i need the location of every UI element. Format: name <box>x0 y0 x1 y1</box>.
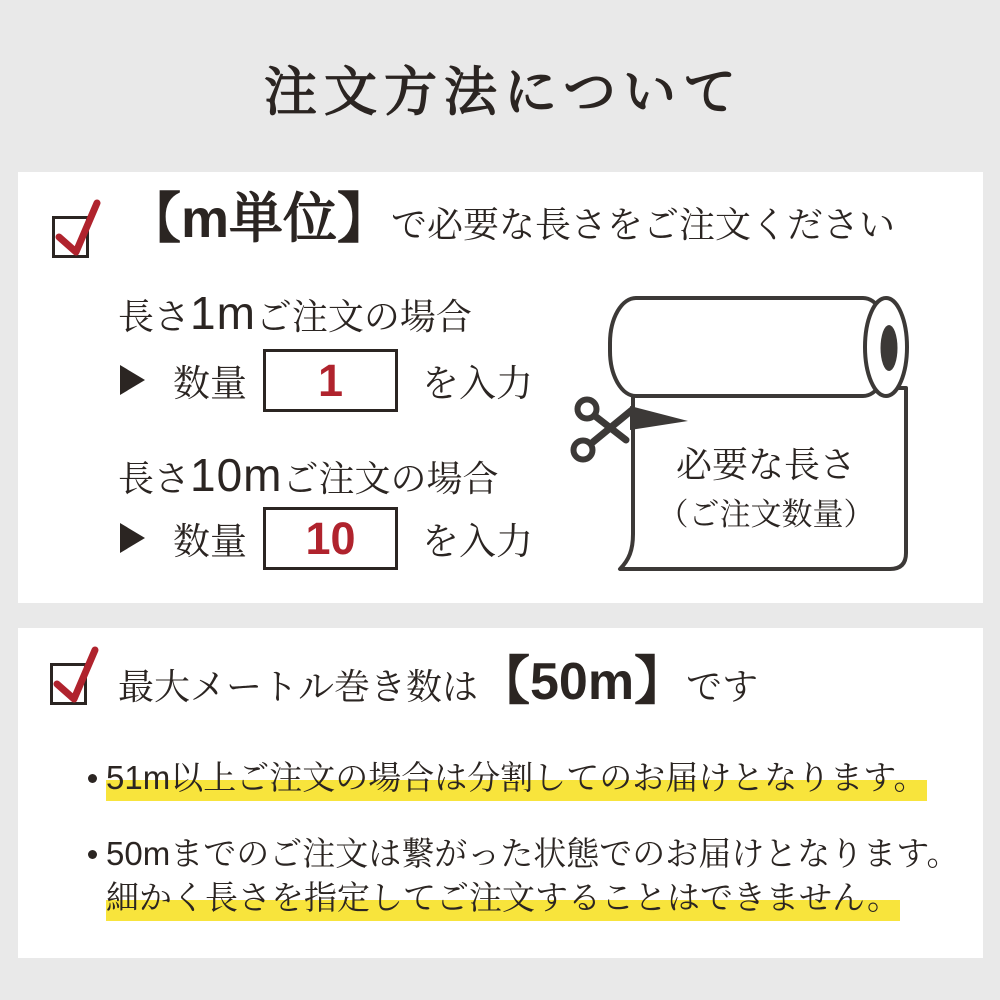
heading-bracket-text: 【50m】 <box>478 653 687 711</box>
heading-pre-text: 最大メートル巻き数は <box>118 666 479 707</box>
fabric-roll-illustration <box>560 284 972 576</box>
heading-post-text: です <box>686 666 759 707</box>
bullet-text-highlighted: 細かく長さを指定してご注文することはできません。 <box>106 879 900 921</box>
length-suffix: ご注文の場合 <box>255 296 472 337</box>
roll-caption-line1: 必要な長さ <box>675 444 856 485</box>
pointer-icon <box>120 365 145 395</box>
checkbox-icon <box>52 216 89 258</box>
section-heading <box>118 653 759 711</box>
bullet-dot-icon <box>88 774 97 783</box>
bullet-text: 50mまでのご注文は繋がった状態でのお届けとなります。 <box>106 835 960 872</box>
example-2-quantity-row <box>120 506 533 570</box>
length-value: 1m <box>190 287 256 339</box>
length-value: 10m <box>190 449 283 501</box>
scissors-icon <box>574 400 633 460</box>
section-heading <box>127 189 896 249</box>
bullet-item-split-delivery <box>88 758 927 798</box>
quantity-action-label: を入力 <box>422 363 533 404</box>
section-meter-unit <box>18 172 983 603</box>
bullet-item-connected-delivery-line1 <box>88 834 960 874</box>
roll-core-hole <box>881 325 898 371</box>
quantity-label: 数量 <box>173 521 247 562</box>
checkmark-icon <box>47 644 103 706</box>
checkbox-icon <box>50 663 87 705</box>
checkmark-icon <box>49 197 105 259</box>
quantity-action-label: を入力 <box>422 521 533 562</box>
roll-caption-line2: （ご注文数量） <box>657 497 875 532</box>
length-prefix: 長さ <box>118 296 191 337</box>
heading-bracket-text: 【m単位】 <box>127 189 392 249</box>
example-1-case-line <box>118 287 472 339</box>
roll-caption <box>626 440 906 540</box>
bullet-item-connected-delivery-line2 <box>106 878 900 918</box>
example-2-case-line <box>118 449 499 501</box>
length-suffix: ご注文の場合 <box>282 458 499 499</box>
quantity-value: 1 <box>317 354 344 406</box>
quantity-input-box <box>263 507 398 570</box>
page-title: 注文方法について <box>264 63 743 122</box>
section-max-roll-length <box>18 628 983 958</box>
quantity-label: 数量 <box>173 363 247 404</box>
quantity-input-box <box>263 349 398 412</box>
roll-cylinder <box>610 298 889 396</box>
bullet-text-highlighted: 51m以上ご注文の場合は分割してのお届けとなります。 <box>106 759 927 801</box>
pointer-icon <box>120 523 145 553</box>
heading-rest-text: で必要な長さをご注文ください <box>391 204 896 245</box>
quantity-value: 10 <box>305 512 356 564</box>
example-1-quantity-row <box>120 348 533 412</box>
bullet-dot-icon <box>88 850 97 859</box>
length-prefix: 長さ <box>118 458 191 499</box>
